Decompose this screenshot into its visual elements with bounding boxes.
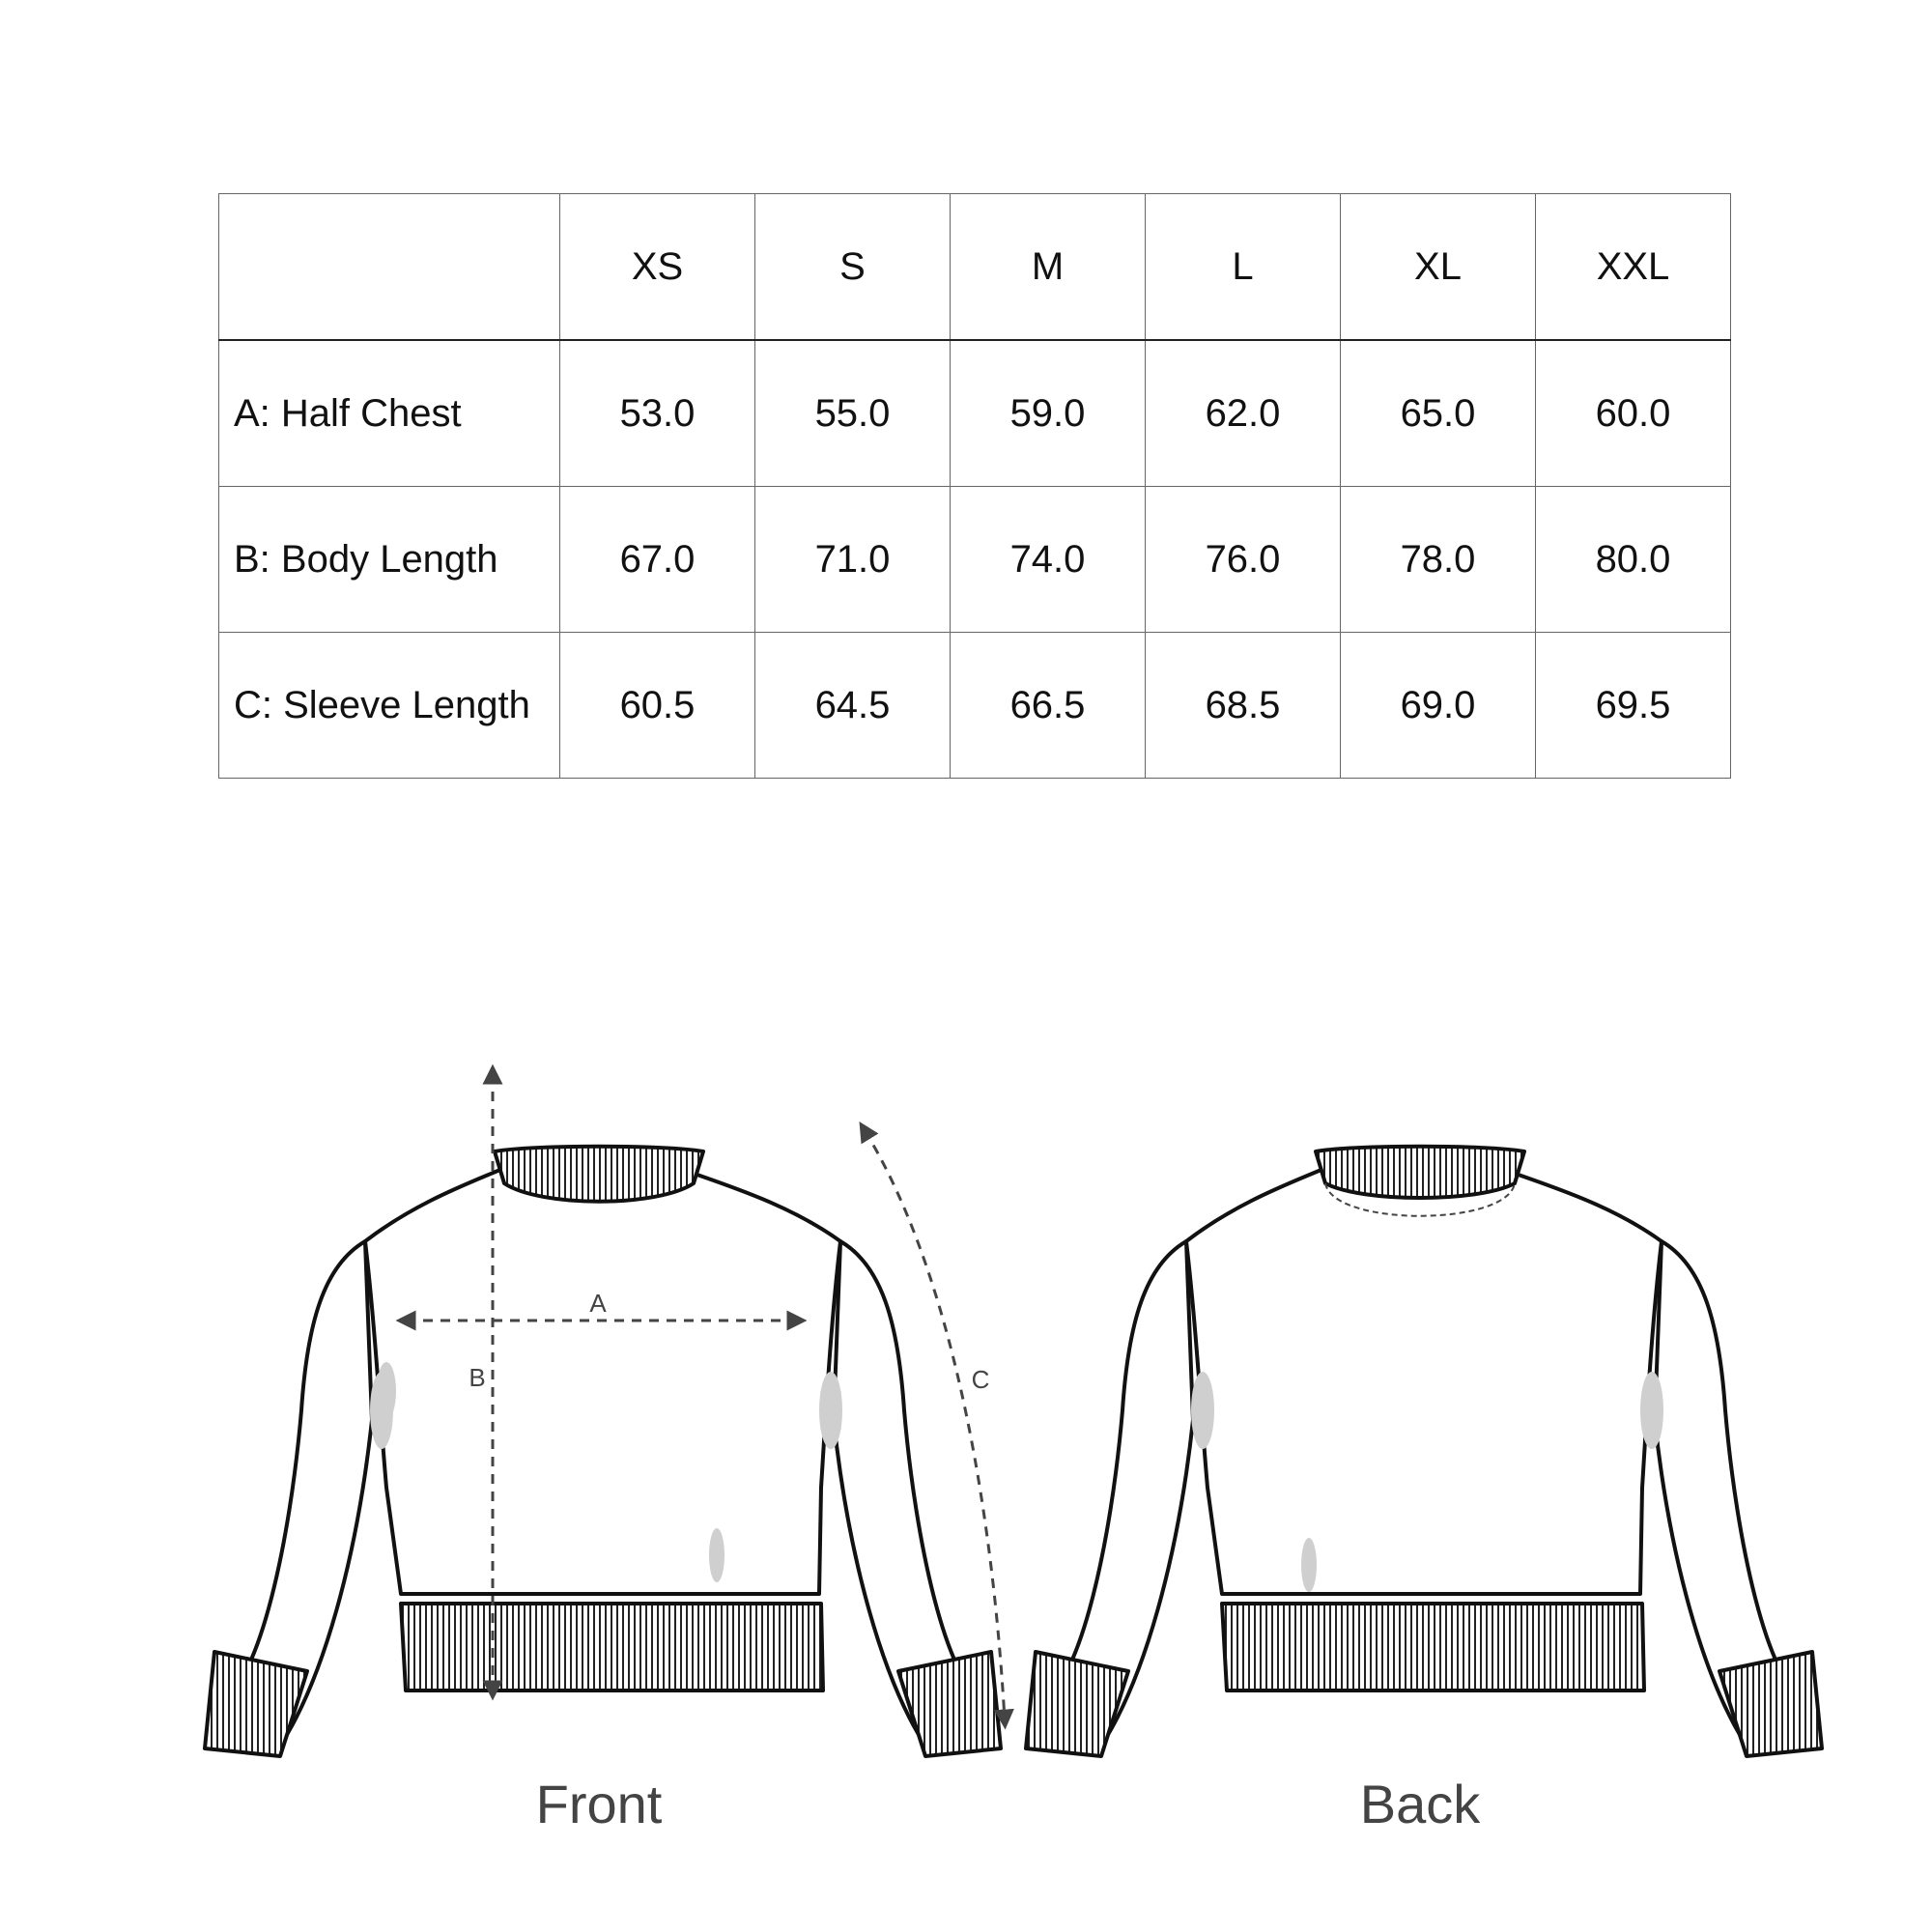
table-row-half-chest xyxy=(219,340,1731,487)
front-waistband xyxy=(401,1604,823,1690)
table-cell: 65.0 xyxy=(1341,340,1536,487)
table-cell: 68.5 xyxy=(1146,633,1341,779)
front-body xyxy=(365,1169,840,1594)
table-cell: 55.0 xyxy=(755,340,951,487)
table-cell: 69.0 xyxy=(1341,633,1536,779)
sweatshirt-diagrams xyxy=(0,1005,1932,1777)
table-cell: 71.0 xyxy=(755,487,951,633)
row-label-body-length: B: Body Length xyxy=(219,487,560,633)
table-cell: 60.5 xyxy=(560,633,755,779)
back-body xyxy=(1186,1169,1662,1594)
back-left-cuff xyxy=(1026,1652,1128,1756)
back-caption: Back xyxy=(1359,1774,1481,1834)
front-caption: Front xyxy=(535,1774,663,1834)
back-collar xyxy=(1316,1147,1524,1198)
size-header-l: L xyxy=(1146,194,1341,341)
table-cell: 69.5 xyxy=(1536,633,1731,779)
front-right-cuff xyxy=(898,1652,1001,1756)
size-header-xs: XS xyxy=(560,194,755,341)
size-header-xl: XL xyxy=(1341,194,1536,341)
front-left-cuff xyxy=(205,1652,307,1756)
table-cell: 62.0 xyxy=(1146,340,1341,487)
front-sweatshirt-drawing xyxy=(205,1147,1001,1756)
marker-label-a: A xyxy=(589,1289,607,1318)
table-cell: 80.0 xyxy=(1536,487,1731,633)
table-row-sleeve-length xyxy=(219,633,1731,779)
back-sweatshirt-drawing xyxy=(1026,1147,1822,1756)
back-waistband xyxy=(1222,1604,1644,1690)
table-cell: 78.0 xyxy=(1341,487,1536,633)
row-label-sleeve-length: C: Sleeve Length xyxy=(219,633,560,779)
row-label-half-chest: A: Half Chest xyxy=(219,340,560,487)
size-header-s: S xyxy=(755,194,951,341)
corner-cell xyxy=(219,194,560,341)
marker-label-b: B xyxy=(469,1363,486,1392)
table-cell: 66.5 xyxy=(951,633,1146,779)
back-right-cuff xyxy=(1719,1652,1822,1756)
table-row-body-length xyxy=(219,487,1731,633)
size-header-m: M xyxy=(951,194,1146,341)
marker-label-c: C xyxy=(971,1365,990,1394)
table-cell: 60.0 xyxy=(1536,340,1731,487)
table-cell: 76.0 xyxy=(1146,487,1341,633)
table-cell: 67.0 xyxy=(560,487,755,633)
table-cell: 64.5 xyxy=(755,633,951,779)
size-header-row xyxy=(219,194,1731,341)
table-cell: 74.0 xyxy=(951,487,1146,633)
table-cell: 59.0 xyxy=(951,340,1146,487)
size-chart-table xyxy=(218,193,1731,779)
front-collar xyxy=(495,1147,703,1202)
table-cell: 53.0 xyxy=(560,340,755,487)
size-header-xxl: XXL xyxy=(1536,194,1731,341)
